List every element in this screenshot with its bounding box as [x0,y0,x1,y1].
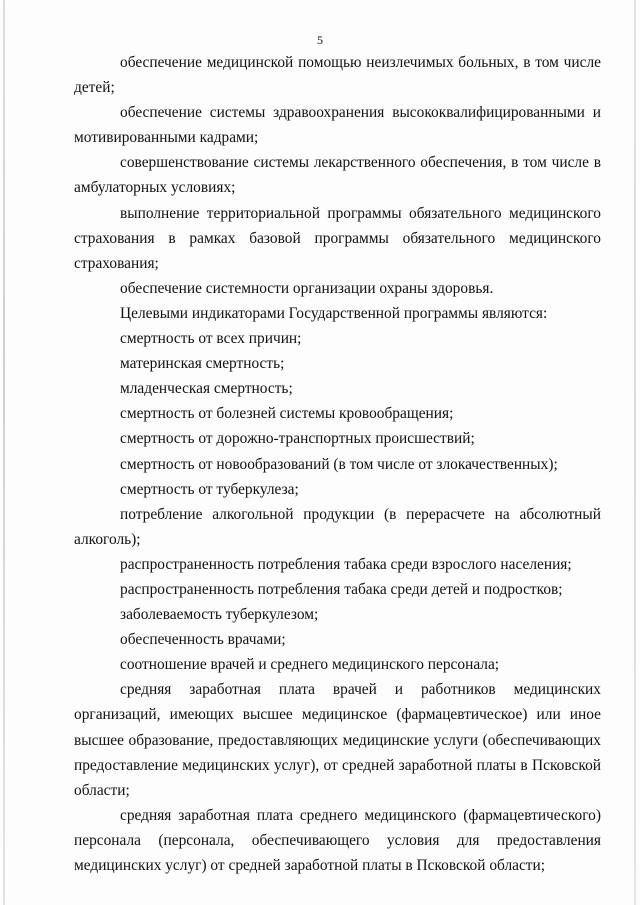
indicator-item: распространенность потребления табака среди детей и подростков; [120,580,563,598]
indicator-item: средняя заработная плата врачей и работников медицинских организаций, имеющих высшее медицинское (фармацевтическое) или иное высшее образование, предоставляющих медицинские услуги (обеспечивающих предоставление медицинских услуг), от средней заработной платы в Псковской области; [74,681,601,799]
indicator-item: смертность от туберкулеза; [120,480,299,498]
indicator-item: средняя заработная плата среднего медицинского (фармацевтического) персонала (персонала, обеспечивающего условия для предоставления медицинских услуг) от средней заработной платы в Псковской области; [74,806,601,874]
paragraph: обеспечение системы здравоохранения высококвалифицированными и мотивированными кадрами; [74,104,601,147]
scan-right-edge [634,0,636,905]
paragraph: выполнение территориальной программы обязательного медицинского страхования в рамках базовой программы обязательного медицинского страхования; [74,204,601,272]
indicators-intro: Целевыми индикаторами Государственной программы являются: [120,304,548,322]
paragraph: совершенствование системы лекарственного обеспечения, в том числе в амбулаторных условиях; [74,154,601,197]
indicator-item: заболеваемость туберкулезом; [120,606,319,624]
indicator-item: распространенность потребления табака среди взрослого населения; [120,555,572,573]
paragraph: обеспечение системности организации охраны здоровья. [120,279,494,297]
indicator-item: материнская смертность; [120,355,285,373]
indicator-item: обеспеченность врачами; [120,631,286,649]
scan-left-edge [3,0,5,905]
body-text [74,50,601,878]
indicator-item: потребление алкогольной продукции (в перерасчете на абсолютный алкоголь); [74,505,601,548]
paragraph: обеспечение медицинской помощью неизлечимых больных, в том числе детей; [74,54,601,97]
indicator-item: смертность от новообразований (в том числе от злокачественных); [120,455,558,473]
indicator-item: смертность от болезней системы кровообращения; [120,405,454,423]
indicator-item: смертность от всех причин; [120,330,302,348]
indicator-item: соотношение врачей и среднего медицинского персонала; [120,656,500,674]
indicator-item: младенческая смертность; [120,380,293,398]
page-number: 5 [317,33,323,47]
indicator-item: смертность от дорожно-транспортных происшествий; [120,430,475,448]
